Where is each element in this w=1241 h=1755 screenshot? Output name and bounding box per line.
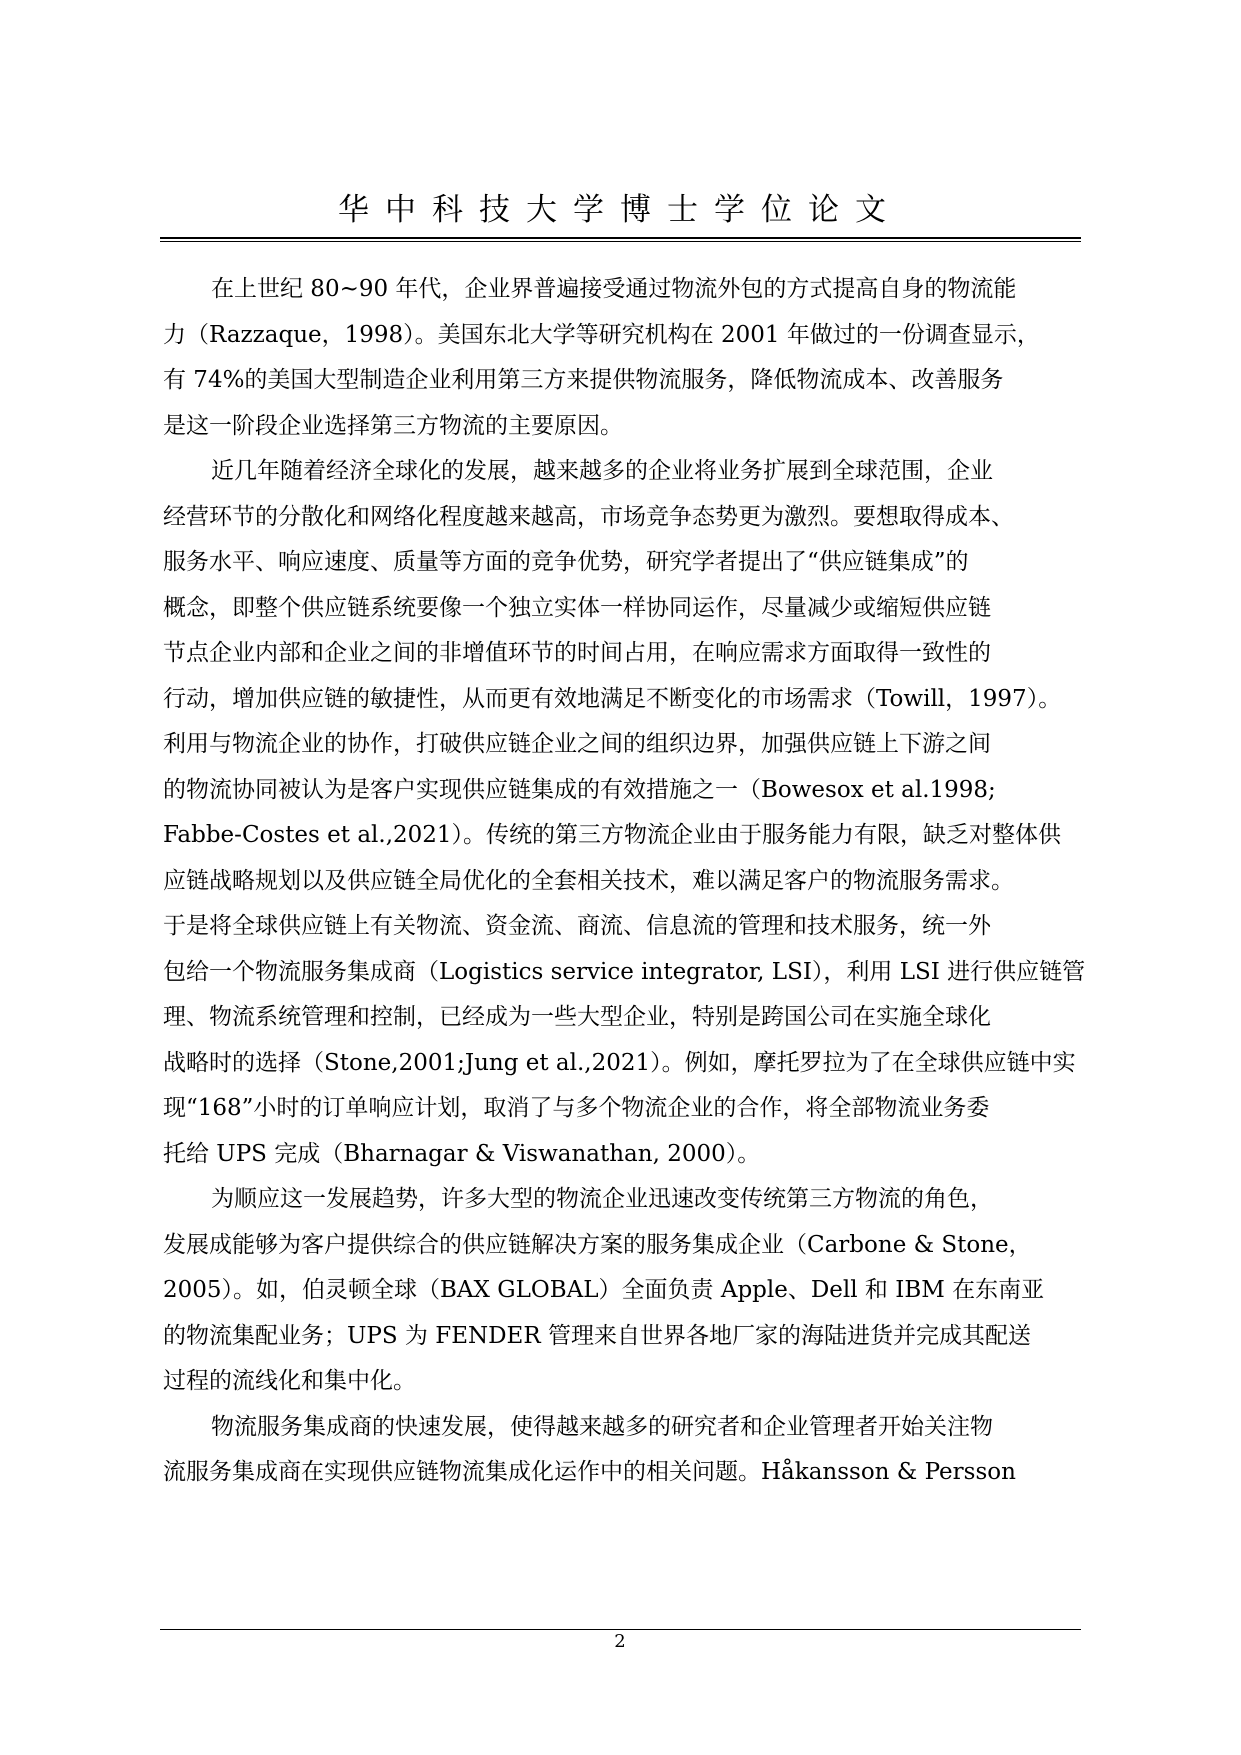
page-number: 2	[614, 1631, 626, 1652]
text-line: 力（Razzaque，1998）。美国东北大学等研究机构在 2001 年做过的一份调查显示，	[163, 321, 1040, 348]
text-line: 理、物流系统管理和控制，已经成为一些大型企业，特别是跨国公司在实施全球化	[163, 1004, 991, 1030]
text-line: 有 74%的美国大型制造企业利用第三方来提供物流服务，降低物流成本、改善服务	[163, 367, 1004, 393]
text-line: 利用与物流企业的协作，打破供应链企业之间的组织边界，加强供应链上下游之间	[163, 731, 991, 757]
text-line: 流服务集成商在实现供应链物流集成化运作中的相关问题。Håkansson & Persson	[163, 1459, 1016, 1485]
text-line: 应链战略规划以及供应链全局优化的全套相关技术，难以满足客户的物流服务需求。	[163, 867, 1014, 894]
text-line: 托给 UPS 完成（Bharnagar & Viswanathan, 2000）。	[163, 1140, 761, 1167]
text-line: 行动，增加供应链的敏捷性，从而更有效地满足不断变化的市场需求（Towill，1997）。	[163, 685, 1062, 712]
text-line: 战略时的选择（Stone,2001;Jung et al.,2021）。例如，摩托罗拉为了在全球供应链中实	[163, 1049, 1076, 1076]
text-line: 经营环节的分散化和网络化程度越来越高，市场竞争态势更为激烈。要想取得成本、	[163, 503, 1014, 530]
text-line: 过程的流线化和集中化。	[163, 1368, 416, 1394]
text-line: 概念，即整个供应链系统要像一个独立实体一样协同运作，尽量减少或缩短供应链	[163, 594, 991, 621]
text-line: 的物流协同被认为是客户实现供应链集成的有效措施之一（Bowesox et al.1998;	[163, 776, 996, 803]
text-line: 为顺应这一发展趋势，许多大型的物流企业迅速改变传统第三方物流的角色，	[211, 1186, 993, 1212]
text-line: 服务水平、响应速度、质量等方面的竞争优势，研究学者提出了“供应链集成”的	[163, 549, 969, 575]
footer-rule	[160, 1629, 1081, 1630]
text-line: 在上世纪 80~90 年代，企业界普遍接受通过物流外包的方式提高自身的物流能	[211, 276, 1017, 302]
text-line: 节点企业内部和企业之间的非增值环节的时间占用，在响应需求方面取得一致性的	[163, 640, 991, 666]
text-line: 包给一个物流服务集成商（Logistics service integrator, LSI），利用 LSI 进行供应链管	[163, 958, 1086, 985]
text-line: 物流服务集成商的快速发展，使得越来越多的研究者和企业管理者开始关注物	[211, 1413, 993, 1440]
text-line: 现“168”小时的订单响应计划，取消了与多个物流企业的合作，将全部物流业务委	[163, 1095, 990, 1121]
text-line: 于是将全球供应链上有关物流、资金流、商流、信息流的管理和技术服务，统一外	[163, 913, 991, 939]
body-text	[163, 267, 1123, 1496]
text-line: 发展成能够为客户提供综合的供应链解决方案的服务集成企业（Carbone & Stone，	[163, 1231, 1032, 1258]
text-line: Fabbe-Costes et al.,2021）。传统的第三方物流企业由于服务能力有限，缺乏对整体供	[163, 822, 1062, 848]
text-line: 是这一阶段企业选择第三方物流的主要原因。	[163, 412, 623, 439]
text-line: 2005）。如，伯灵顿全球（BAX GLOBAL）全面负责 Apple、Dell 和 IBM 在东南亚	[163, 1277, 1045, 1303]
header-rule-thick	[160, 237, 1081, 239]
text-line: 的物流集配业务；UPS 为 FENDER 管理来自世界各地厂家的海陆进货并完成其配送	[163, 1322, 1031, 1349]
page-header-title: 华中科技大学博士学位论文	[338, 192, 902, 228]
header-rule-thin	[160, 241, 1081, 242]
text-line: 近几年随着经济全球化的发展，越来越多的企业将业务扩展到全球范围，企业	[211, 458, 993, 484]
